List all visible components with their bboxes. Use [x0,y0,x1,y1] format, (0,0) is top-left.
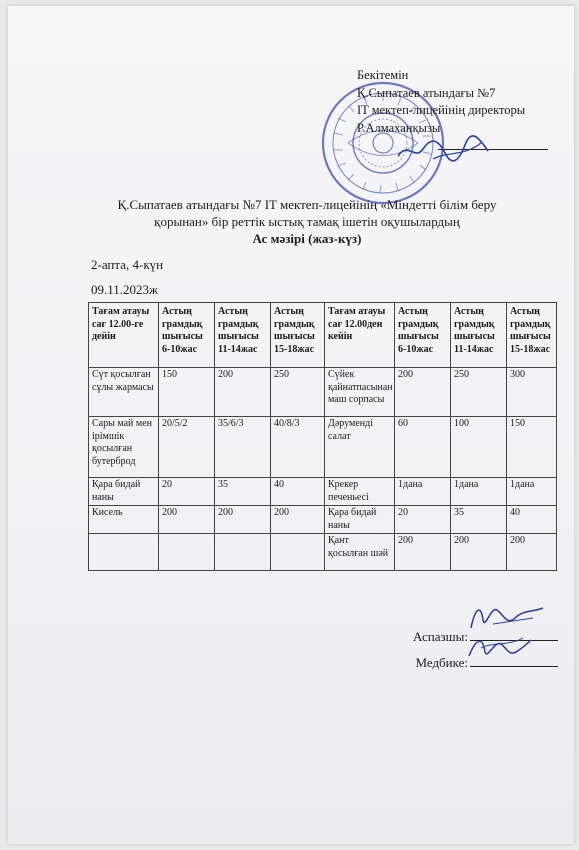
table-cell: 250 [451,368,507,417]
table-cell: 20/5/2 [159,417,215,478]
table-cell: Дәруменді салат [325,417,395,478]
approval-line-1: Бекітемін [357,68,409,82]
header-cell: Астың грамдық шығысы 11-14жас [451,303,507,368]
table-cell: 35 [451,506,507,534]
table-row [89,506,557,534]
table-cell [215,534,271,571]
table-cell: 1дана [395,478,451,506]
table-cell: Қант қосылған шәй [325,534,395,571]
table-cell: 40 [507,506,557,534]
table-cell: 200 [395,368,451,417]
table-cell: Крекер печеньесі [325,478,395,506]
table-cell: 200 [395,534,451,571]
nurse-label: Медбике: [415,655,468,670]
header-cell: Тағам атауы сағ 12.00ден кейін [325,303,395,368]
header-cell: Астың грамдық шығысы 6-10жас [159,303,215,368]
table-cell: Қара бидай наны [325,506,395,534]
director-signature-image [393,131,493,166]
title-line-2: қорынан» бір реттік ыстық тамақ ішетін оқушылардың [154,214,460,229]
table-cell: Сары май мен ірімшік қосылған бутерброд [89,417,159,478]
table-cell: Сүт қосылған сұлы жармасы [89,368,159,417]
header-cell: Астың грамдық шығысы 6-10жас [395,303,451,368]
header-cell: Астың грамдық шығысы 11-14жас [215,303,271,368]
document-page [8,6,574,844]
table-cell: 200 [215,506,271,534]
header-cell: Астың грамдық шығысы 15-18жас [507,303,557,368]
table-cell: 300 [507,368,557,417]
header-cell: Астың грамдық шығысы 15-18жас [271,303,325,368]
table-cell: 35/6/3 [215,417,271,478]
table-cell: 1дана [507,478,557,506]
table-cell: Қара бидай наны [89,478,159,506]
table-cell: 200 [507,534,557,571]
table-cell: 100 [451,417,507,478]
table-row [89,368,557,417]
cook-label: Аспазшы: [412,629,468,644]
table-cell: 60 [395,417,451,478]
table-cell: 40 [271,478,325,506]
table-row [89,478,557,506]
table-cell: 20 [395,506,451,534]
table-row [89,534,557,571]
approval-block [357,67,557,137]
header-cell: Тағам атауы сағ 12.00-ге дейін [89,303,159,368]
table-cell: 150 [507,417,557,478]
week-day-label: 2-апта, 4-күн [91,257,164,272]
table-cell: 35 [215,478,271,506]
table-cell [159,534,215,571]
table-cell: 40/8/3 [271,417,325,478]
title-line-1: Қ.Сыпатаев атындағы №7 IT мектеп-лицейінің «Міндетті білім беру [117,197,497,212]
nurse-signature-image [463,628,533,663]
table-cell: 200 [451,534,507,571]
table-cell: 1дана [451,478,507,506]
date-label: 09.11.2023ж [91,282,158,297]
approval-line-4: Р.Алмаханқызы [357,120,441,135]
approval-line-3: IT мектеп-лицейінің директоры [357,103,526,117]
document-title [88,196,526,247]
table-cell: 20 [159,478,215,506]
table-header-row [89,303,557,368]
table-cell: 200 [159,506,215,534]
table-cell: 150 [159,368,215,417]
approval-line-2: Қ.Сыпатаев атындағы №7 [357,85,496,100]
title-line-3: Ас мәзірі (жаз-күз) [252,231,362,246]
table-cell [271,534,325,571]
table-cell: Сүйек қайнатпасынан маш сорпасы [325,368,395,417]
table-cell [89,534,159,571]
table-row [89,417,557,478]
table-cell: 200 [271,506,325,534]
table-cell: Кисель [89,506,159,534]
table-cell: 250 [271,368,325,417]
table-cell: 200 [215,368,271,417]
menu-table [88,302,557,571]
